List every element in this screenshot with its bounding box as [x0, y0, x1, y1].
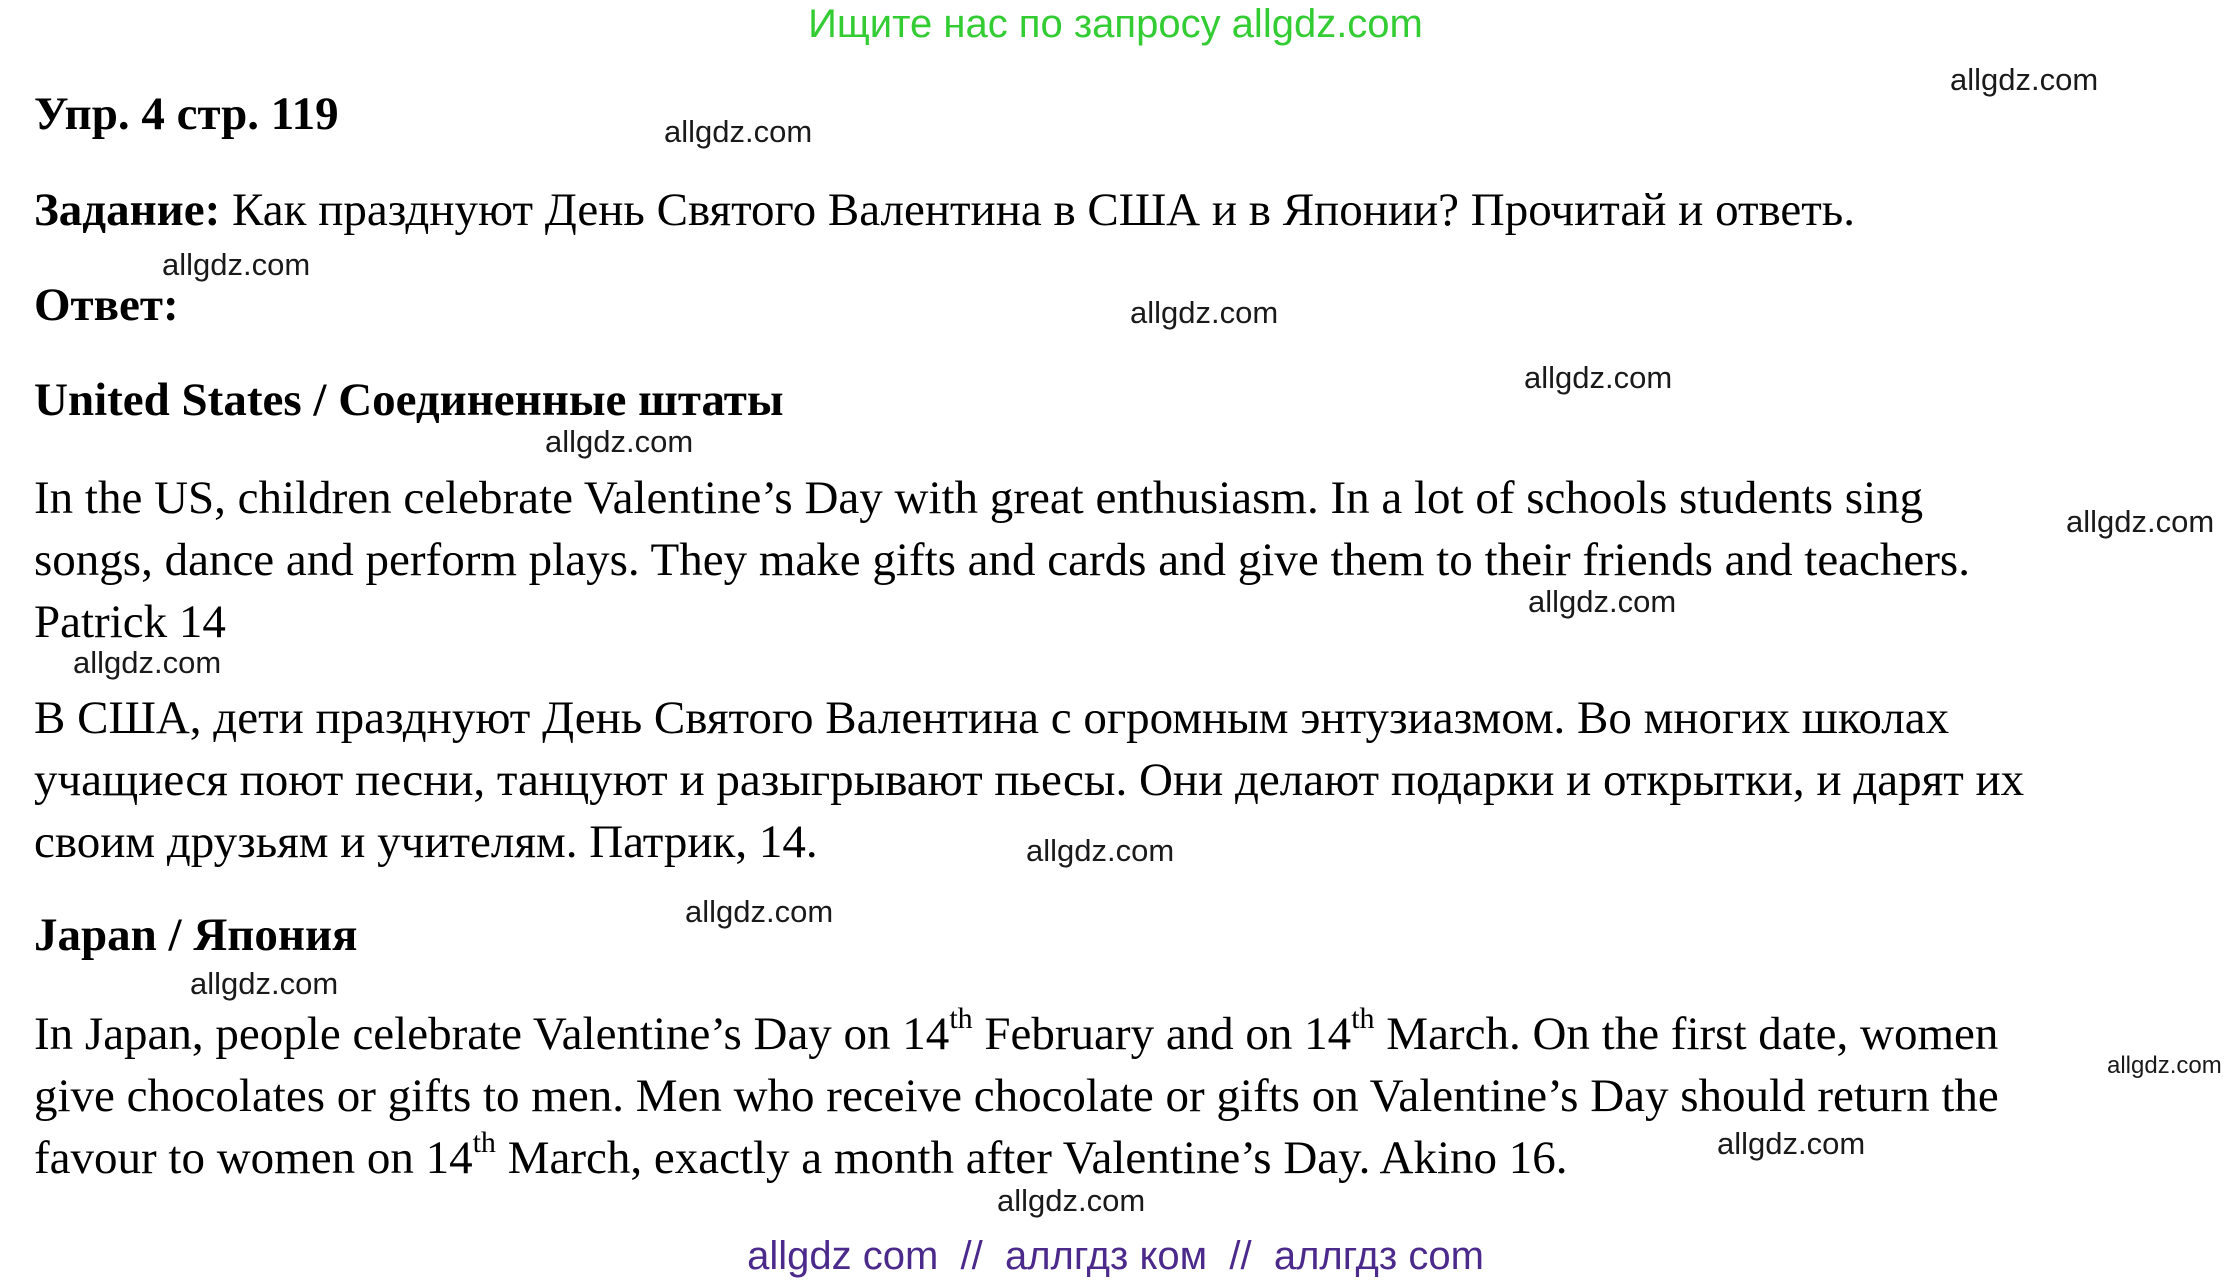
footer-links: allgdz com // аллгдз ком // аллгдз com — [747, 1234, 1484, 1278]
us-russian-line: своим друзьям и учителям. Патрик, 14. — [34, 816, 818, 868]
japan-line-1: In Japan, people celebrate Valentine’s Day on 14th February and on 14th March. On the first date, women — [34, 1002, 1999, 1060]
us-russian-line: В США, дети празднуют День Святого Валентина с огромным энтузиазмом. Во многих школах — [34, 692, 1950, 744]
watermark: allgdz.com — [2107, 1052, 2222, 1079]
watermark: allgdz.com — [685, 894, 834, 929]
top-banner: Ищите нас по запросу allgdz.com — [808, 2, 1423, 46]
watermark: allgdz.com — [1717, 1126, 1866, 1161]
us-english-paragraph — [34, 467, 2194, 653]
us-english-line: Patrick 14 — [34, 596, 226, 648]
answer-label: Ответ: — [34, 279, 179, 331]
watermark: allgdz.com — [73, 645, 222, 680]
us-english-line: songs, dance and perform plays. They make gifts and cards and give them to their friends and teachers. — [34, 534, 1970, 586]
watermark: allgdz.com — [1528, 584, 1677, 619]
exercise-title: Упр. 4 стр. 119 — [34, 88, 339, 140]
japan-heading: Japan / Япония — [34, 909, 358, 961]
watermark: allgdz.com — [1026, 833, 1175, 868]
japan-line-3: favour to women on 14th March, exactly a month after Valentine’s Day. Akino 16. — [34, 1126, 1568, 1184]
us-english-line: In the US, children celebrate Valentine’s Day with great enthusiasm. In a lot of schools students sing — [34, 472, 1924, 524]
us-heading: United States / Соединенные штаты — [34, 374, 784, 426]
task-line — [34, 182, 1855, 238]
japan-line-2: give chocolates or gifts to men. Men who receive chocolate or gifts on Valentine’s Day should return the — [34, 1070, 1999, 1122]
watermark: allgdz.com — [2066, 504, 2215, 539]
watermark: allgdz.com — [1524, 360, 1673, 395]
watermark: allgdz.com — [1130, 295, 1279, 330]
task-label: Задание: — [34, 184, 221, 236]
watermark: allgdz.com — [1950, 62, 2099, 97]
watermark: allgdz.com — [664, 114, 813, 149]
watermark: allgdz.com — [162, 247, 311, 282]
watermark: allgdz.com — [997, 1183, 1146, 1218]
us-russian-paragraph — [34, 687, 2194, 873]
us-russian-line: учащиеся поют песни, танцуют и разыгрывают пьесы. Они делают подарки и открытки, и дарят их — [34, 754, 2025, 806]
watermark: allgdz.com — [190, 966, 339, 1001]
japan-english-paragraph — [34, 1003, 2194, 1189]
watermark: allgdz.com — [545, 424, 694, 459]
task-text: Как празднуют День Святого Валентина в США и в Японии? Прочитай и ответь. — [220, 184, 1855, 236]
